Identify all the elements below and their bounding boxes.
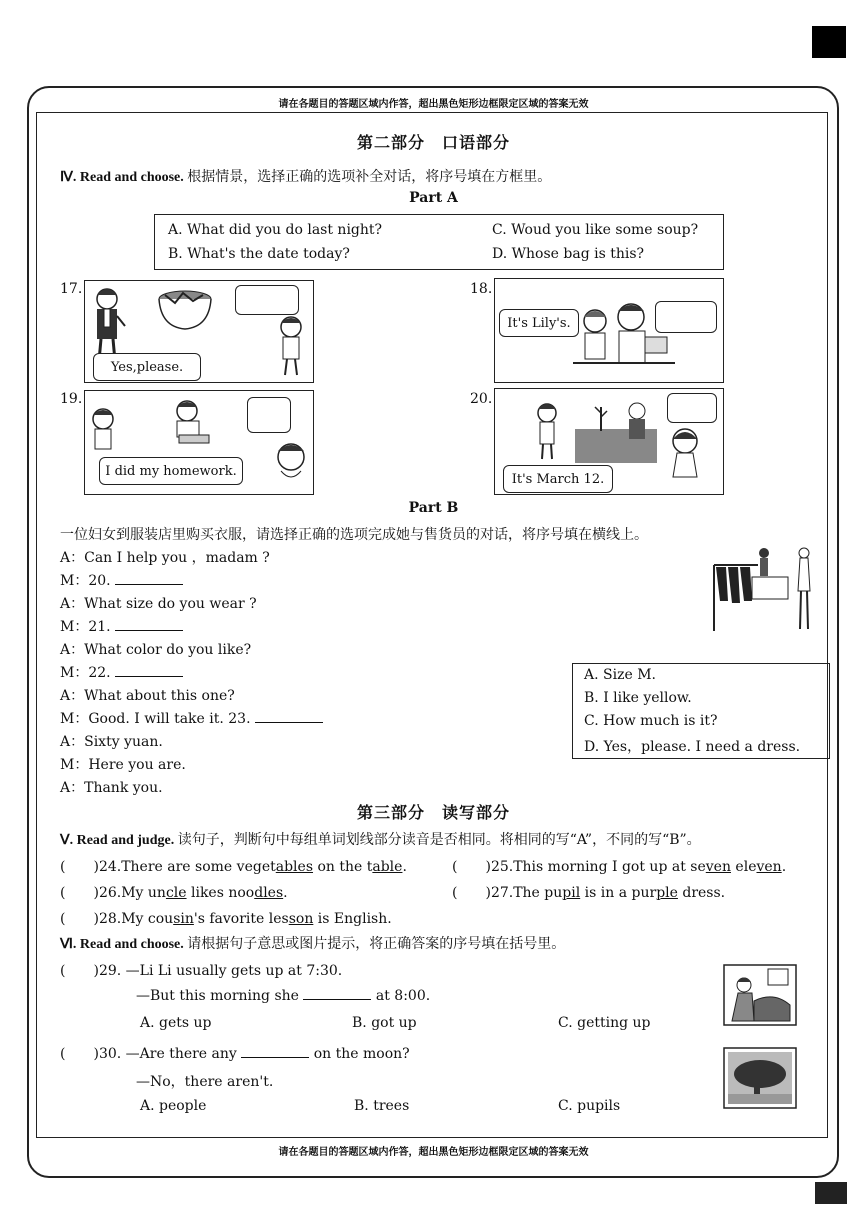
dialog-line-3: A：What size do you wear ? bbox=[60, 596, 257, 612]
judge-item-25 bbox=[452, 856, 786, 876]
judge-text: is in a pur bbox=[580, 885, 657, 901]
dialog-line-6 bbox=[60, 662, 183, 682]
underlined-part: sin bbox=[173, 911, 194, 927]
judge-item-28 bbox=[60, 908, 392, 928]
q19-number: 19. bbox=[60, 391, 83, 407]
q30-option-A: A. people bbox=[140, 1098, 207, 1114]
dialog-line-10: M：Here you are. bbox=[60, 757, 186, 773]
q18-speech-bubble: It's Lily's. bbox=[499, 309, 579, 337]
option-b-B: B. I like yellow. bbox=[584, 690, 692, 706]
judge-num-27: 27. bbox=[490, 885, 514, 901]
underlined-part: son bbox=[288, 911, 314, 927]
q29-option-C: C. getting up bbox=[558, 1015, 651, 1031]
judge-text: on the t bbox=[313, 859, 373, 875]
answer-paren-26[interactable]: ( ) bbox=[60, 885, 99, 901]
underlined-part: ple bbox=[656, 885, 678, 901]
dialog-line-4-text: M：21. bbox=[60, 619, 111, 635]
q4-cn: 根据情景，选择正确的选项补全对话，将序号填在方框里。 bbox=[187, 169, 552, 185]
judge-item-27 bbox=[452, 882, 725, 902]
q20-number: 20. bbox=[470, 391, 493, 407]
q30-text-a: 30. —Are there any bbox=[98, 1046, 237, 1062]
q18-empty-bubble[interactable] bbox=[655, 301, 717, 333]
judge-item-24 bbox=[60, 856, 407, 876]
q4-en: Read and choose. bbox=[79, 170, 184, 185]
judge-num-24: 24. bbox=[98, 859, 122, 875]
q30-option-B: B. trees bbox=[354, 1098, 410, 1114]
judge-item-26 bbox=[60, 882, 288, 902]
section3-title: 第三部分 读写部分 bbox=[356, 803, 510, 822]
q6-instruction bbox=[60, 933, 565, 953]
dialog-line-8 bbox=[60, 708, 323, 728]
q17-empty-bubble[interactable] bbox=[235, 285, 299, 315]
judge-text: ele bbox=[730, 859, 757, 875]
dialog-line-5: A：What color do you like? bbox=[60, 642, 252, 658]
underlined-part: ables bbox=[275, 859, 314, 875]
judge-text: likes noo bbox=[186, 885, 255, 901]
answer-paren-25[interactable]: ( ) bbox=[452, 859, 491, 875]
underlined-part: ven bbox=[756, 859, 782, 875]
registration-mark-top bbox=[812, 26, 846, 58]
answer-paren-28[interactable]: ( ) bbox=[60, 911, 99, 927]
judge-text: is English. bbox=[313, 911, 392, 927]
registration-mark-bottom bbox=[815, 1182, 847, 1204]
answer-paren-27[interactable]: ( ) bbox=[452, 885, 491, 901]
judge-text: . bbox=[283, 885, 288, 901]
dialog-line-4 bbox=[60, 616, 183, 636]
notice-bottom: 请在各题目的答题区域内作答，超出黑色矩形边框限定区域的答案无效 bbox=[278, 1147, 589, 1158]
q17-speech-bubble: Yes,please. bbox=[93, 353, 201, 381]
judge-text: My cou bbox=[121, 911, 174, 927]
option-b-A: A. Size M. bbox=[584, 667, 656, 683]
q29-question: 29. —Li Li usually gets up at 7:30. bbox=[98, 963, 343, 979]
dialog-line-11: A：Thank you. bbox=[60, 780, 163, 796]
q5-en: Read and judge. bbox=[76, 833, 175, 848]
answer-blank-22[interactable] bbox=[115, 664, 183, 677]
judge-text: My un bbox=[121, 885, 166, 901]
q5-roman: Ⅴ. bbox=[60, 833, 74, 848]
judge-text: . bbox=[402, 859, 407, 875]
option-a-A: A. What did you do last night? bbox=[168, 222, 383, 238]
judge-num-25: 25. bbox=[490, 859, 514, 875]
q19-speech-bubble: I did my homework. bbox=[99, 457, 243, 485]
underlined-part: cle bbox=[165, 885, 187, 901]
q17-picture bbox=[84, 280, 314, 383]
answer-paren-24[interactable]: ( ) bbox=[60, 859, 99, 875]
q4-roman: Ⅳ. bbox=[60, 170, 77, 185]
answer-blank-21[interactable] bbox=[115, 618, 183, 631]
underlined-part: able bbox=[372, 859, 403, 875]
dialog-line-9: A：Sixty yuan. bbox=[60, 734, 163, 750]
dialog-line-7: A：What about this one? bbox=[60, 688, 235, 704]
answer-blank-20[interactable] bbox=[115, 572, 183, 585]
notice-top: 请在各题目的答题区域内作答，超出黑色矩形边框限定区域的答案无效 bbox=[278, 99, 589, 110]
q30-text-b: on the moon? bbox=[313, 1046, 410, 1062]
clothing-shop-illustration bbox=[706, 545, 818, 635]
q6-cn: 请根据句子意思或图片提示，将正确答案的序号填在括号里。 bbox=[187, 936, 566, 952]
underlined-part: pil bbox=[562, 885, 581, 901]
judge-num-28: 28. bbox=[98, 911, 122, 927]
dialog-line-2-text: M：20. bbox=[60, 573, 111, 589]
q29-option-A: A. gets up bbox=[140, 1015, 212, 1031]
q5-cn: 读句子，判断句中每组单词划线部分读音是否相同。将相同的写“A”，不同的写“B”。 bbox=[177, 832, 701, 848]
part-b-instruction: 一位妇女到服装店里购买衣服，请选择正确的选项完成她与售货员的对话，将序号填在横线上。 bbox=[60, 527, 648, 543]
answer-paren-30[interactable]: ( ) bbox=[60, 1046, 99, 1062]
q4-instruction bbox=[60, 166, 551, 186]
judge-text: 's favorite les bbox=[193, 911, 289, 927]
part-b-title: Part B bbox=[408, 500, 459, 516]
q5-instruction bbox=[60, 829, 701, 849]
q20-picture bbox=[494, 388, 724, 495]
q17-number: 17. bbox=[60, 281, 83, 297]
option-a-C: C. Woud you like some soup? bbox=[492, 222, 699, 238]
answer-blank-30[interactable] bbox=[241, 1045, 309, 1058]
q18-number: 18. bbox=[470, 281, 493, 297]
option-a-B: B. What's the date today? bbox=[168, 246, 350, 262]
judge-text: There are some veget bbox=[121, 859, 276, 875]
option-b-D: D. Yes，please. I need a dress. bbox=[584, 739, 801, 755]
q29-line1 bbox=[60, 960, 342, 980]
q20-empty-bubble[interactable] bbox=[667, 393, 717, 423]
answer-blank-29[interactable] bbox=[303, 987, 371, 1000]
section2-title: 第二部分 口语部分 bbox=[356, 133, 510, 152]
dialog-line-6-text: M：22. bbox=[60, 665, 111, 681]
dialog-line-2 bbox=[60, 570, 183, 590]
q19-empty-bubble[interactable] bbox=[247, 397, 291, 433]
q30-option-C: C. pupils bbox=[558, 1098, 621, 1114]
q29-text-a: —But this morning she bbox=[136, 988, 299, 1004]
q19-picture bbox=[84, 390, 314, 495]
underlined-part: dles bbox=[254, 885, 284, 901]
judge-text: . bbox=[781, 859, 787, 875]
judge-num-26: 26. bbox=[98, 885, 122, 901]
part-a-title: Part A bbox=[409, 190, 458, 206]
judge-text: The pu bbox=[513, 885, 563, 901]
underlined-part: ven bbox=[705, 859, 731, 875]
option-a-D: D. Whose bag is this? bbox=[492, 246, 645, 262]
q29-line2 bbox=[136, 987, 430, 1004]
answer-blank-23[interactable] bbox=[255, 710, 323, 723]
option-b-C: C. How much is it? bbox=[584, 713, 718, 729]
dialog-line-1: A：Can I help you ，madam ? bbox=[60, 550, 270, 566]
q30-line2: —No，there aren't. bbox=[136, 1074, 274, 1090]
q29-text-b: at 8:00. bbox=[375, 988, 431, 1004]
judge-text: This morning I got up at se bbox=[513, 859, 706, 875]
q6-roman: Ⅵ. bbox=[60, 937, 77, 952]
q29-illustration bbox=[724, 965, 796, 1025]
q6-en: Read and choose. bbox=[79, 937, 184, 952]
q30-illustration bbox=[724, 1048, 796, 1108]
q30-line1 bbox=[60, 1043, 410, 1063]
dialog-line-8-text: M：Good. I will take it. 23. bbox=[60, 711, 251, 727]
q18-picture bbox=[494, 278, 724, 383]
answer-paren-29[interactable]: ( ) bbox=[60, 963, 99, 979]
q29-option-B: B. got up bbox=[352, 1015, 417, 1031]
judge-text: dress. bbox=[677, 885, 726, 901]
q20-speech-bubble: It's March 12. bbox=[503, 465, 613, 493]
